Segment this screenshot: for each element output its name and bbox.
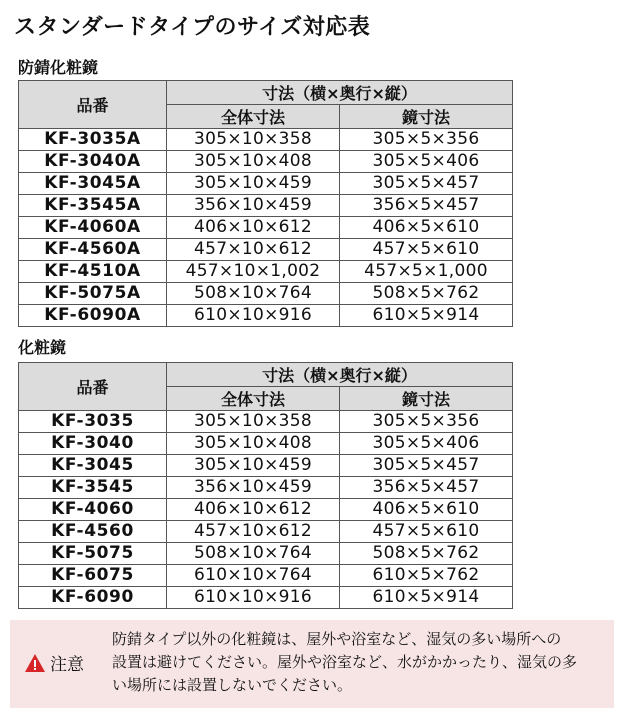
model-number-cell: KF-4560 [19,521,167,543]
model-number-cell: KF-4510A [19,261,167,283]
table-row [19,173,513,195]
table-row [19,239,513,261]
overall-size-cell: 457×10×612 [167,521,340,543]
overall-size-cell: 610×10×916 [167,587,340,609]
overall-size-cell: 457×10×612 [167,239,340,261]
overall-size-cell: 305×10×408 [167,151,340,173]
page-title: スタンダードタイプのサイズ対応表 [14,15,371,40]
table-row [19,151,513,173]
overall-size-cell: 610×10×916 [167,305,340,327]
mirror-size-cell: 610×5×762 [340,565,513,587]
table-row [19,565,513,587]
table-row [19,477,513,499]
size-table-standard [18,362,513,609]
mirror-size-cell: 610×5×914 [340,587,513,609]
mirror-size-cell: 508×5×762 [340,283,513,305]
overall-size-cell: 508×10×764 [167,543,340,565]
table-row [19,411,513,433]
overall-size-cell: 356×10×459 [167,195,340,217]
mirror-size-cell: 356×5×457 [340,195,513,217]
model-number-cell: KF-3045A [19,173,167,195]
overall-size-cell: 610×10×764 [167,565,340,587]
table-row [19,499,513,521]
table-row [19,455,513,477]
mirror-size-cell: 508×5×762 [340,543,513,565]
section-heading-rustproof: 防錆化粧鏡 [18,58,99,77]
model-number-cell: KF-6090 [19,587,167,609]
overall-size-cell: 457×10×1,002 [167,261,340,283]
model-number-cell: KF-4060A [19,217,167,239]
model-number-cell: KF-3040 [19,433,167,455]
mirror-size-cell: 305×5×406 [340,433,513,455]
overall-size-cell: 305×10×408 [167,433,340,455]
header-mirror-size: 鏡寸法 [340,105,513,129]
size-table-rustproof [18,80,513,327]
mirror-size-cell: 305×5×457 [340,455,513,477]
table-row [19,587,513,609]
mirror-size-cell: 610×5×914 [340,305,513,327]
table-row [19,543,513,565]
table-body [19,411,513,609]
table-row [19,217,513,239]
mirror-size-cell: 406×5×610 [340,499,513,521]
header-mirror-size: 鏡寸法 [340,387,513,411]
caution-label: 注意 [50,655,84,675]
header-dimensions: 寸法（横×奥行×縦） [167,81,513,105]
overall-size-cell: 305×10×358 [167,411,340,433]
caution-line: 設置は避けてください。屋外や浴室など、水がかかったり、湿気の多 [112,653,578,671]
model-number-cell: KF-3045 [19,455,167,477]
model-number-cell: KF-3035 [19,411,167,433]
table-row [19,261,513,283]
mirror-size-cell: 457×5×610 [340,521,513,543]
model-number-cell: KF-3545A [19,195,167,217]
model-number-cell: KF-3035A [19,129,167,151]
model-number-cell: KF-6090A [19,305,167,327]
header-dimensions: 寸法（横×奥行×縦） [167,363,513,387]
caution-notice [10,620,614,708]
model-number-cell: KF-4560A [19,239,167,261]
model-number-cell: KF-3545 [19,477,167,499]
table-row [19,521,513,543]
mirror-size-cell: 305×5×356 [340,129,513,151]
mirror-size-cell: 305×5×356 [340,411,513,433]
mirror-size-cell: 305×5×406 [340,151,513,173]
section-heading-standard: 化粧鏡 [18,338,67,357]
table-body [19,129,513,327]
overall-size-cell: 305×10×459 [167,455,340,477]
model-number-cell: KF-5075A [19,283,167,305]
model-number-cell: KF-3040A [19,151,167,173]
overall-size-cell: 305×10×358 [167,129,340,151]
header-model: 品番 [19,363,167,411]
table-row [19,305,513,327]
mirror-size-cell: 356×5×457 [340,477,513,499]
overall-size-cell: 508×10×764 [167,283,340,305]
model-number-cell: KF-5075 [19,543,167,565]
model-number-cell: KF-4060 [19,499,167,521]
header-overall-size: 全体寸法 [167,387,340,411]
overall-size-cell: 356×10×459 [167,477,340,499]
table-row [19,129,513,151]
mirror-size-cell: 406×5×610 [340,217,513,239]
table-row [19,195,513,217]
overall-size-cell: 406×10×612 [167,499,340,521]
overall-size-cell: 406×10×612 [167,217,340,239]
mirror-size-cell: 457×5×1,000 [340,261,513,283]
caution-text [112,628,607,697]
model-number-cell: KF-6075 [19,565,167,587]
header-overall-size: 全体寸法 [167,105,340,129]
caution-label-group [24,650,84,675]
caution-line: い場所には設置しないでください。 [112,676,353,694]
header-model: 品番 [19,81,167,129]
caution-line: 防錆タイプ以外の化粧鏡は、屋外や浴室など、湿気の多い場所への [112,630,562,648]
mirror-size-cell: 305×5×457 [340,173,513,195]
table-row [19,433,513,455]
overall-size-cell: 305×10×459 [167,173,340,195]
mirror-size-cell: 457×5×610 [340,239,513,261]
table-row [19,283,513,305]
warning-triangle-icon [24,653,46,673]
